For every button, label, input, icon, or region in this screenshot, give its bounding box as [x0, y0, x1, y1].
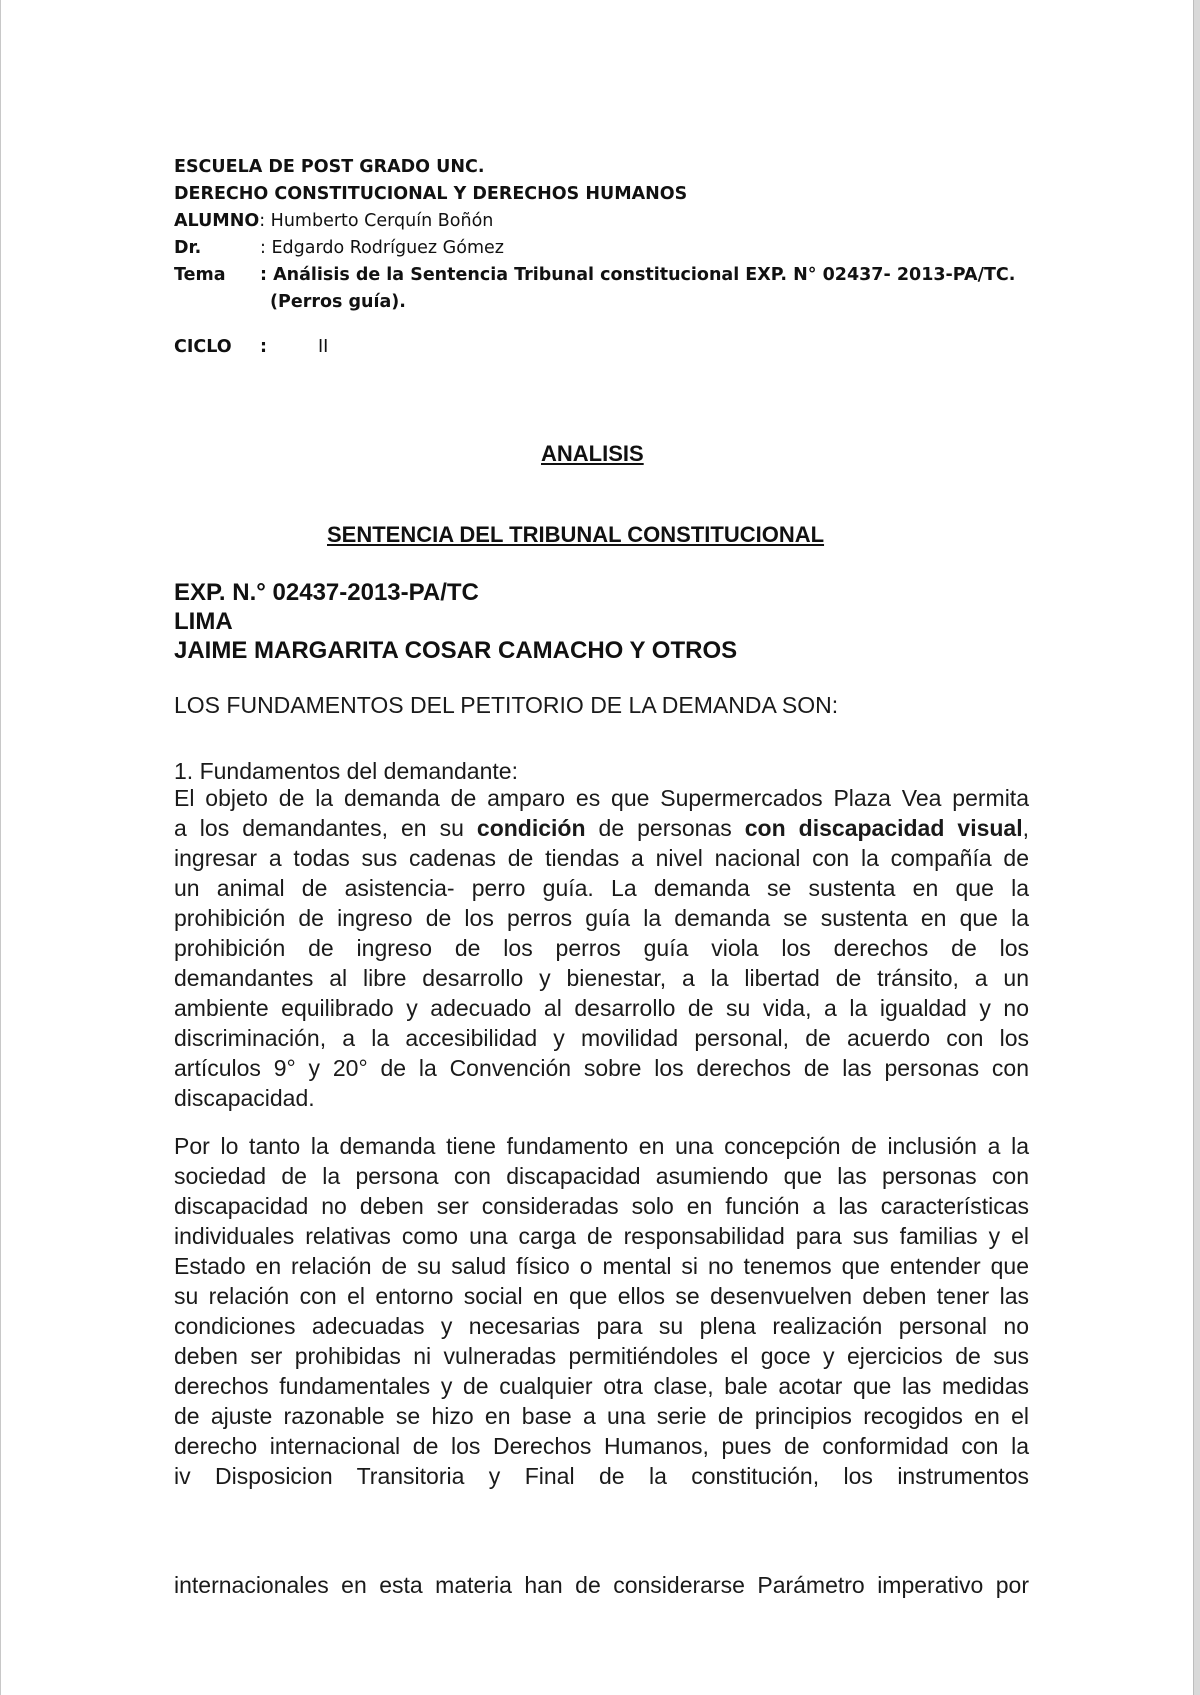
p2-line: Estado en relación de su salud físico o mental si no tenemos que entender que — [174, 1253, 1029, 1279]
section-heading: LOS FUNDAMENTOS DEL PETITORIO DE LA DEMANDA SON: — [174, 692, 839, 718]
p1-text: de personas — [585, 815, 745, 841]
p1-line: ambiente equilibrado y adecuado al desarrollo de su vida, a la igualdad y no — [174, 995, 1029, 1021]
program-name: DERECHO CONSTITUCIONAL Y DERECHOS HUMANOS — [174, 184, 688, 204]
p2-line: Por lo tanto la demanda tiene fundamento en una concepción de inclusión a la — [174, 1133, 1029, 1159]
p1-line: prohibición de ingreso de los perros guía la demanda se sustenta en que la — [174, 905, 1029, 931]
p2-line: su relación con el entorno social en que ellos se desenvuelven deben tener las — [174, 1283, 1029, 1309]
analysis-title: ANALISIS — [541, 441, 644, 466]
cycle-label: CICLO — [174, 337, 232, 357]
paragraph-1 — [174, 783, 1029, 1113]
case-number: EXP. N.° 02437-2013-PA/TC — [174, 579, 479, 606]
student-name: : Humberto Cerquín Boñón — [259, 211, 494, 231]
p2-line: discapacidad no deben ser consideradas solo en función a las características — [174, 1193, 1029, 1219]
case-parties: JAIME MARGARITA COSAR CAMACHO Y OTROS — [174, 637, 738, 664]
topic-text: : Análisis de la Sentencia Tribunal constitucional EXP. N° 02437- 2013-PA/TC. — [260, 265, 1016, 285]
p1-line: El objeto de la demanda de amparo es que Supermercados Plaza Vea permita — [174, 785, 1029, 811]
paragraph-3 — [174, 1570, 1029, 1600]
sentence-title: SENTENCIA DEL TRIBUNAL CONSTITUCIONAL — [327, 522, 825, 547]
p1-line-emphasis — [174, 813, 1029, 843]
p1-line: discriminación, a la accesibilidad y movilidad personal, de acuerdo con los — [174, 1025, 1029, 1051]
topic-label: Tema — [174, 265, 226, 285]
p1-line: discapacidad. — [174, 1085, 315, 1111]
p3-line: internacionales en esta materia han de considerarse Parámetro imperativo por — [174, 1572, 1029, 1598]
teacher-name: : Edgardo Rodríguez Gómez — [260, 238, 504, 258]
p2-line: deben ser prohibidas ni vulneradas permitiéndoles el goce y ejercicios de sus — [174, 1343, 1029, 1369]
topic-continuation: (Perros guía). — [270, 292, 406, 312]
p2-line: individuales relativas como una carga de responsabilidad para sus familias y el — [174, 1223, 1029, 1249]
p1-line: artículos 9° y 20° de la Convención sobre los derechos de las personas con — [174, 1055, 1029, 1081]
cycle-value: II — [318, 337, 329, 357]
p1-text: , — [1022, 815, 1029, 841]
p1-line: un animal de asistencia- perro guía. La demanda se sustenta en que la — [174, 875, 1029, 901]
cycle-row — [174, 334, 1015, 361]
topic-row — [174, 262, 1015, 289]
cycle-separator: : — [260, 337, 267, 357]
case-info — [174, 578, 737, 665]
p1-line: ingresar a todas sus cadenas de tiendas a nivel nacional con la compañía de — [174, 845, 1029, 871]
p2-line: derecho internacional de los Derechos Humanos, pues de conformidad con la — [174, 1433, 1029, 1459]
p1-text: a los demandantes, en su — [174, 815, 477, 841]
subheading: 1. Fundamentos del demandante: — [174, 758, 518, 784]
student-row — [174, 208, 1015, 235]
school-name: ESCUELA DE POST GRADO UNC. — [174, 157, 485, 177]
p1-line: prohibición de ingreso de los perros guía viola los derechos de los — [174, 935, 1029, 961]
p1-line: demandantes al libre desarrollo y bienestar, a la libertad de tránsito, a un — [174, 965, 1029, 991]
p2-line: derechos fundamentales y de cualquier otra clase, bale acotar que las medidas — [174, 1373, 1029, 1399]
teacher-label: Dr. — [174, 238, 202, 258]
teacher-row — [174, 235, 1015, 262]
p2-line: de ajuste razonable se hizo en base a una serie de principios recogidos en el — [174, 1403, 1029, 1429]
paragraph-2 — [174, 1131, 1029, 1491]
document-header — [174, 154, 1015, 361]
p2-line: condiciones adecuadas y necesarias para su plena realización personal no — [174, 1313, 1029, 1339]
p1-bold: con discapacidad visual — [744, 815, 1023, 841]
p2-line: sociedad de la persona con discapacidad asumiendo que las personas con — [174, 1163, 1029, 1189]
student-label: ALUMNO — [174, 211, 260, 231]
case-city: LIMA — [174, 608, 233, 635]
p1-bold: condición — [476, 815, 586, 841]
p2-line: iv Disposicion Transitoria y Final de la constitución, los instrumentos — [174, 1463, 1029, 1489]
